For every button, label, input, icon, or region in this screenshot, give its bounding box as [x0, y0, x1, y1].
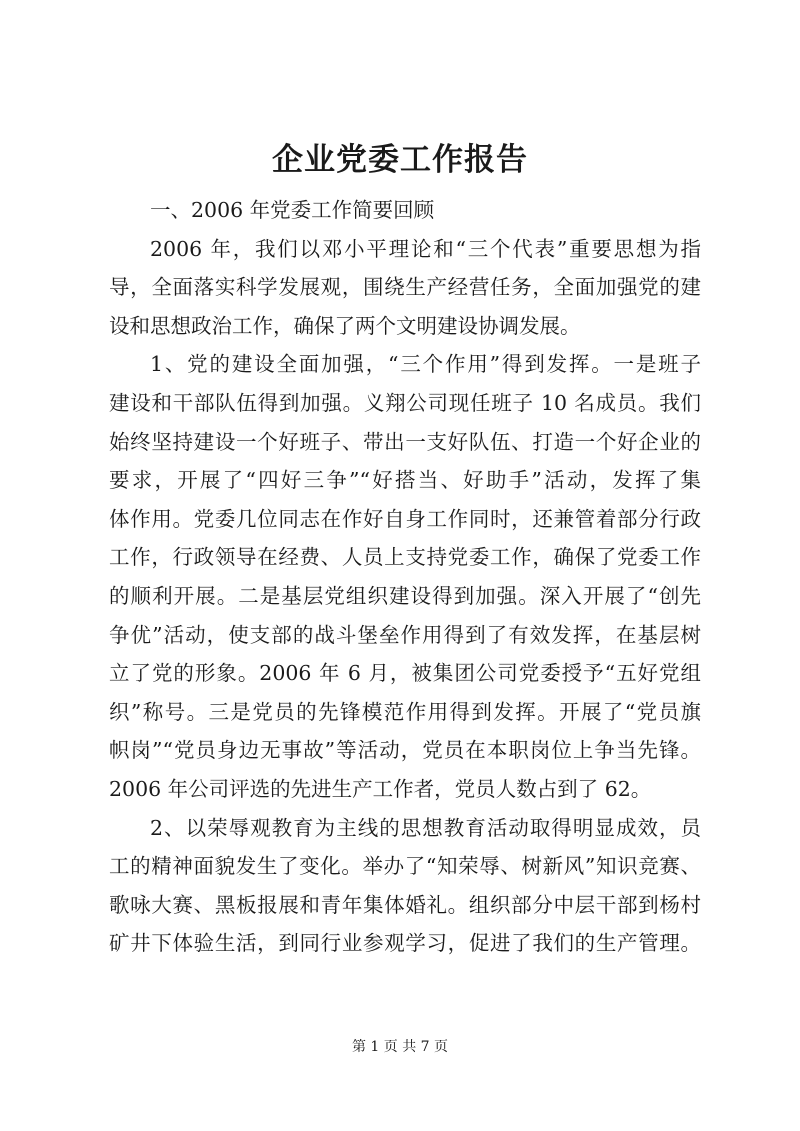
paragraph-line: 始终坚持建设一个好班子、带出一支好队伍、打造一个好企业的 [109, 429, 701, 454]
paragraph-line: 1、党的建设全面加强，“三个作用”得到发挥。一是班子 [150, 352, 701, 377]
page-footer: 第 1 页 共 7 页 [351, 1039, 449, 1055]
paragraph-line: 的顺利开展。二是基层党组织建设得到加强。深入开展了“创先 [109, 583, 701, 608]
paragraph-line: 2006 年，我们以邓小平理论和“三个代表”重要思想为指 [150, 236, 701, 261]
paragraph-line: 建设和干部队伍得到加强。义翔公司现任班子 10 名成员。我们 [109, 390, 701, 415]
paragraph-line: 矿井下体验生活，到同行业参观学习，促进了我们的生产管理。 [109, 931, 701, 956]
paragraph-line: 歌咏大赛、黑板报展和青年集体婚礼。组织部分中层干部到杨村 [109, 892, 701, 917]
paragraph-line: 帜岗”“党员身边无事故”等活动，党员在本职岗位上争当先锋。 [109, 738, 701, 763]
paragraph-line: 争优”活动，使支部的战斗堡垒作用得到了有效发挥，在基层树 [109, 622, 701, 647]
paragraph-line: 工作，行政领导在经费、人员上支持党委工作，确保了党委工作 [109, 545, 701, 570]
paragraph-line: 2、以荣辱观教育为主线的思想教育活动取得明显成效，员 [150, 815, 701, 840]
document-body [109, 191, 701, 963]
paragraph-line: 织”称号。三是党员的先锋模范作用得到发挥。开展了“党员旗 [109, 699, 701, 724]
document-title: 企业党委工作报告 [272, 142, 528, 178]
paragraph-line: 2006 年公司评选的先进生产工作者，党员人数占到了 62。 [109, 776, 652, 801]
paragraph-line: 设和思想政治工作，确保了两个文明建设协调发展。 [109, 313, 581, 338]
paragraph-line: 立了党的形象。2006 年 6 月，被集团公司党委授予“五好党组 [109, 661, 701, 686]
paragraph-line: 工的精神面貌发生了变化。举办了“知荣辱、树新风”知识竞赛、 [109, 854, 701, 879]
paragraph-line: 导，全面落实科学发展观，围绕生产经营任务，全面加强党的建 [109, 275, 701, 300]
paragraph-line: 体作用。党委几位同志在作好自身工作同时，还兼管着部分行政 [109, 506, 701, 531]
section-heading: 一、2006 年党委工作简要回顾 [150, 198, 435, 222]
paragraph-line: 要求，开展了“四好三争”“好搭当、好助手”活动，发挥了集 [109, 468, 701, 493]
